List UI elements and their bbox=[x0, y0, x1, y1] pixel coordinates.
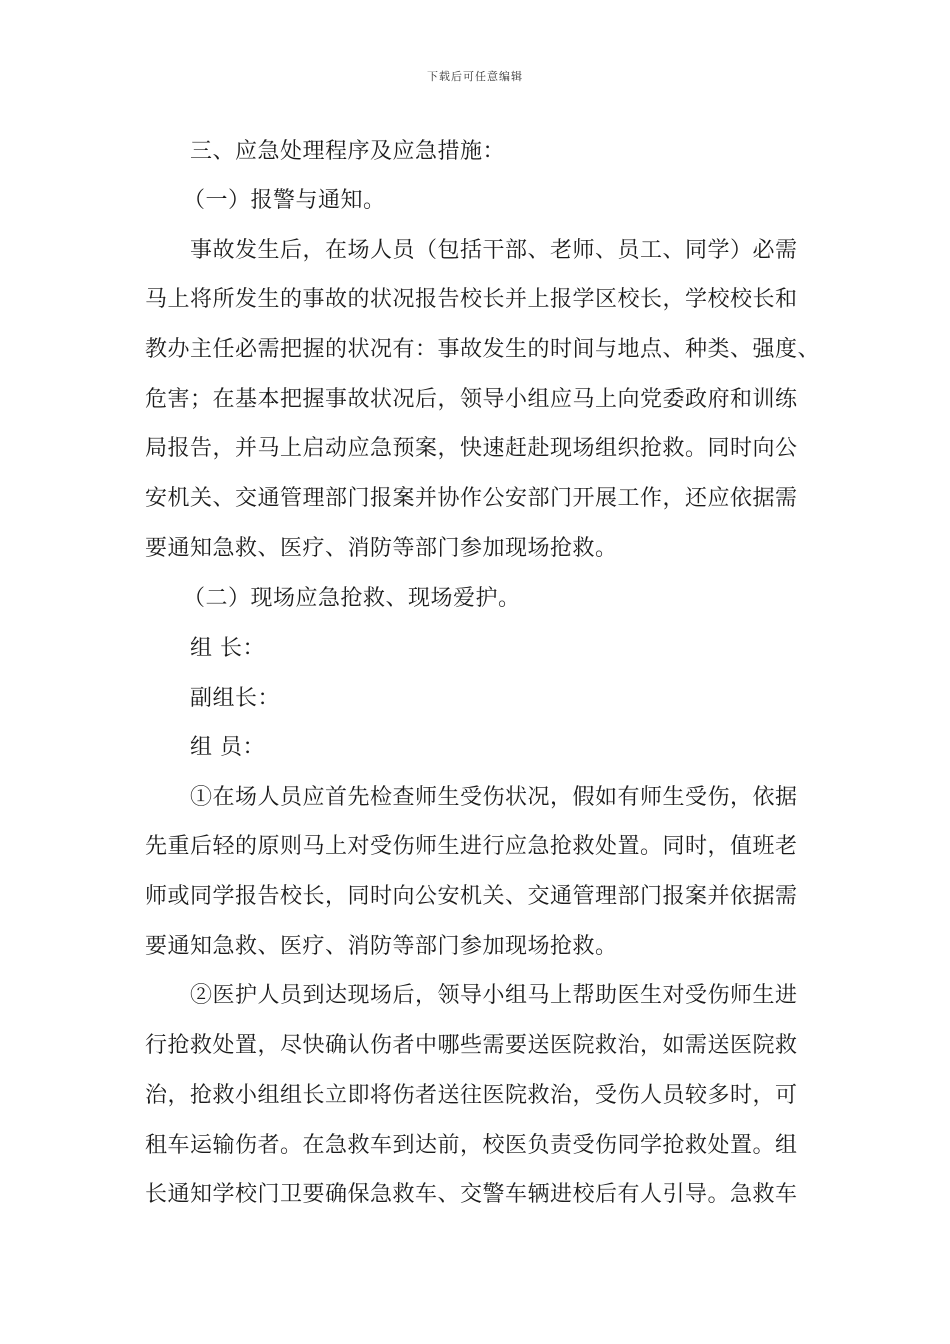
paragraph-line: 师或同学报告校长，同时向公安机关、交通管理部门报案并依据需 bbox=[145, 884, 798, 909]
paragraph-line: 局报告，并马上启动应急预案，快速赶赴现场组织抢救。同时向公 bbox=[145, 436, 798, 461]
paragraph-line: 治，抢救小组组长立即将伤者送往医院救治，受伤人员较多时，可 bbox=[145, 1083, 798, 1108]
paragraph-line: 行抢救处置，尽快确认伤者中哪些需要送医院救治，如需送医院救 bbox=[145, 1033, 798, 1058]
paragraph-line: 租车运输伤者。在急救车到达前，校医负责受伤同学抢救处置。组 bbox=[145, 1133, 798, 1158]
member-label: 组 员： bbox=[190, 735, 265, 760]
paragraph-line: 要通知急救、医疗、消防等部门参加现场抢救。 bbox=[145, 934, 618, 959]
paragraph-line: 马上将所发生的事故的状况报告校长并上报学区校长，学校校长和 bbox=[145, 287, 798, 312]
section-heading: 三、应急处理程序及应急措施： bbox=[190, 139, 506, 164]
paragraph-line: 教办主任必需把握的状况有：事故发生的时间与地点、种类、强度、 bbox=[145, 337, 821, 362]
paragraph-line: 危害；在基本把握事故状况后，领导小组应马上向党委政府和训练 bbox=[145, 387, 798, 412]
paragraph-line: 要通知急救、医疗、消防等部门参加现场抢救。 bbox=[145, 536, 618, 561]
deputy-leader-label: 副组长： bbox=[190, 686, 281, 711]
sub-heading-alarm: （一）报警与通知。 bbox=[183, 188, 386, 213]
paragraph-line: 安机关、交通管理部门报案并协作公安部门开展工作，还应依据需 bbox=[145, 486, 798, 511]
sub-heading-rescue: （二）现场应急抢救、现场爱护。 bbox=[183, 586, 521, 611]
paragraph-line: 事故发生后，在场人员（包括干部、老师、员工、同学）必需 bbox=[190, 238, 798, 263]
paragraph-line: 先重后轻的原则马上对受伤师生进行应急抢救处置。同时，值班老 bbox=[145, 834, 798, 859]
page-header: 下载后可任意编辑 bbox=[427, 70, 523, 83]
paragraph-line: ①在场人员应首先检查师生受伤状况，假如有师生受伤，依据 bbox=[190, 785, 798, 810]
leader-label: 组 长： bbox=[190, 636, 265, 661]
paragraph-line: 长通知学校门卫要确保急救车、交警车辆进校后有人引导。急救车 bbox=[145, 1182, 798, 1207]
paragraph-line: ②医护人员到达现场后，领导小组马上帮助医生对受伤师生进 bbox=[190, 983, 798, 1008]
